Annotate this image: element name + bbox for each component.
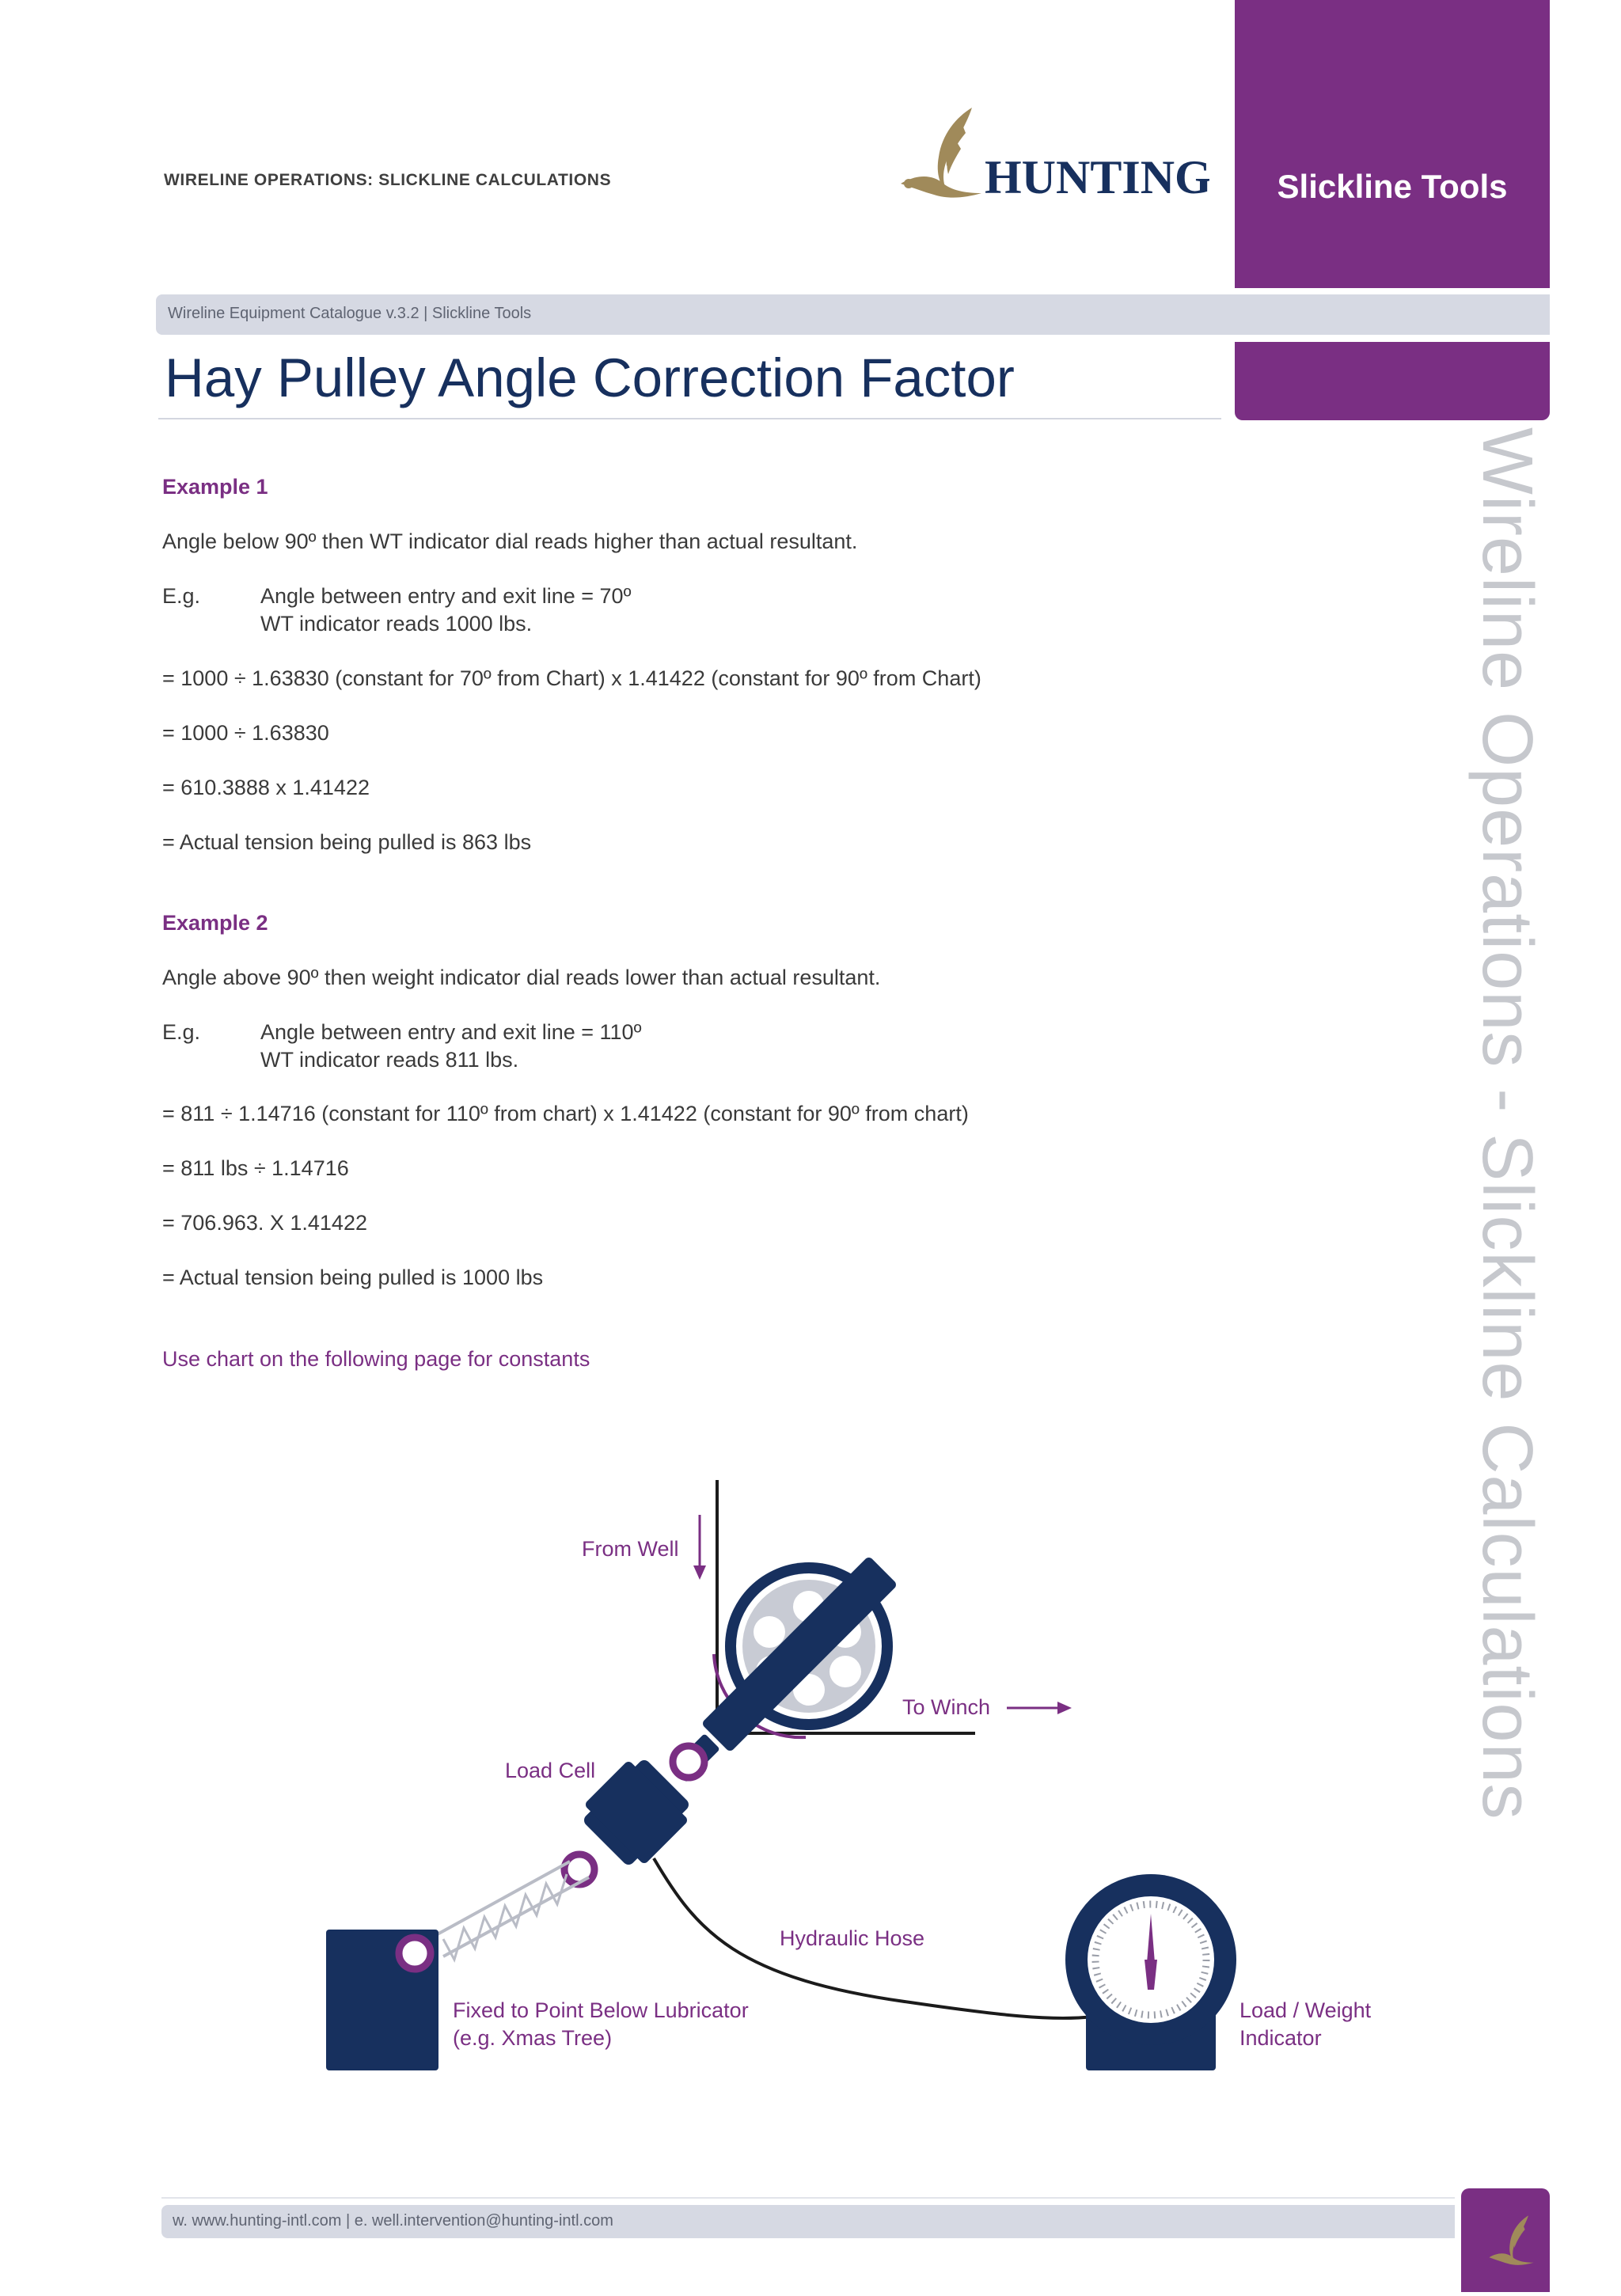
example1-intro: Angle below 90º then WT indicator dial reads higher than actual resultant. xyxy=(162,529,858,553)
hay-pulley-diagram xyxy=(0,1425,1621,2105)
section-tab-title: Slickline Tools xyxy=(1277,168,1508,205)
upper-shackle-ring xyxy=(673,1746,704,1778)
example2-intro: Angle above 90º then weight indicator dial reads lower than actual resultant. xyxy=(162,966,881,989)
header-label: WIRELINE OPERATIONS: SLICKLINE CALCULATIONS xyxy=(164,171,612,189)
side-vertical-title: Wireline Operations - Slickline Calculations xyxy=(1467,427,1547,1820)
to-winch-label: To Winch xyxy=(902,1695,991,1719)
hunting-bird-icon xyxy=(901,108,981,198)
weight-indicator-gauge xyxy=(1065,1874,1236,2070)
example1-calc1: = 1000 ÷ 1.63830 (constant for 70º from Chart) x 1.41422 (constant for 90º from Chart) xyxy=(162,666,981,690)
title-divider xyxy=(158,418,1221,419)
brand-name: HUNTING xyxy=(985,151,1209,203)
example1-eg-line2: WT indicator reads 1000 lbs. xyxy=(260,612,533,636)
right-arrow-icon xyxy=(1007,1702,1072,1714)
example1-calc4: = Actual tension being pulled is 863 lbs xyxy=(162,830,532,854)
page-title: Hay Pulley Angle Correction Factor xyxy=(165,347,1015,408)
example2-calc3: = 706.963. X 1.41422 xyxy=(162,1211,367,1235)
fixed-point-label-line1: Fixed to Point Below Lubricator xyxy=(453,1998,749,2022)
side-tab xyxy=(1235,342,1550,420)
example2-calc1: = 811 ÷ 1.14716 (constant for 110º from chart) x 1.41422 (constant for 90º from chart) xyxy=(162,1102,969,1125)
hunting-logo xyxy=(893,101,1209,212)
example1-eg-line1: Angle between entry and exit line = 70º xyxy=(260,584,632,608)
hunting-bird-icon xyxy=(1490,2215,1534,2264)
example1-calc3: = 610.3888 x 1.41422 xyxy=(162,776,370,799)
footer-divider xyxy=(161,2197,1455,2199)
load-cell-label: Load Cell xyxy=(505,1759,596,1782)
example2-heading: Example 2 xyxy=(162,911,268,935)
footer-logo-tab xyxy=(1461,2188,1550,2292)
indicator-label-line1: Load / Weight xyxy=(1239,1998,1372,2022)
example1-eg-label: E.g. xyxy=(162,584,201,608)
indicator-label-line2: Indicator xyxy=(1239,2026,1322,2050)
example1-calc2: = 1000 ÷ 1.63830 xyxy=(162,721,329,745)
example2-calc4: = Actual tension being pulled is 1000 lbs xyxy=(162,1266,544,1289)
down-arrow-icon xyxy=(693,1515,706,1580)
anchor-ring xyxy=(399,1937,431,1969)
example2-eg-line1: Angle between entry and exit line = 110º xyxy=(260,1020,642,1044)
from-well-label: From Well xyxy=(582,1537,679,1561)
fixed-point-label-line2: (e.g. Xmas Tree) xyxy=(453,2026,613,2050)
example2-eg-label: E.g. xyxy=(162,1020,201,1044)
example2-eg-line2: WT indicator reads 811 lbs. xyxy=(260,1048,519,1072)
example2-calc2: = 811 lbs ÷ 1.14716 xyxy=(162,1156,349,1180)
footer-contact: w. www.hunting-intl.com | e. well.intervention@hunting-intl.com xyxy=(173,2212,613,2230)
chart-reference-note: Use chart on the following page for constants xyxy=(162,1347,590,1371)
hydraulic-hose-label: Hydraulic Hose xyxy=(780,1926,925,1950)
example1-heading: Example 1 xyxy=(162,475,268,499)
lower-shackle-ring xyxy=(564,1854,594,1884)
breadcrumb: Wireline Equipment Catalogue v.3.2 | Slickline Tools xyxy=(168,305,532,322)
section-tab xyxy=(1235,0,1550,288)
